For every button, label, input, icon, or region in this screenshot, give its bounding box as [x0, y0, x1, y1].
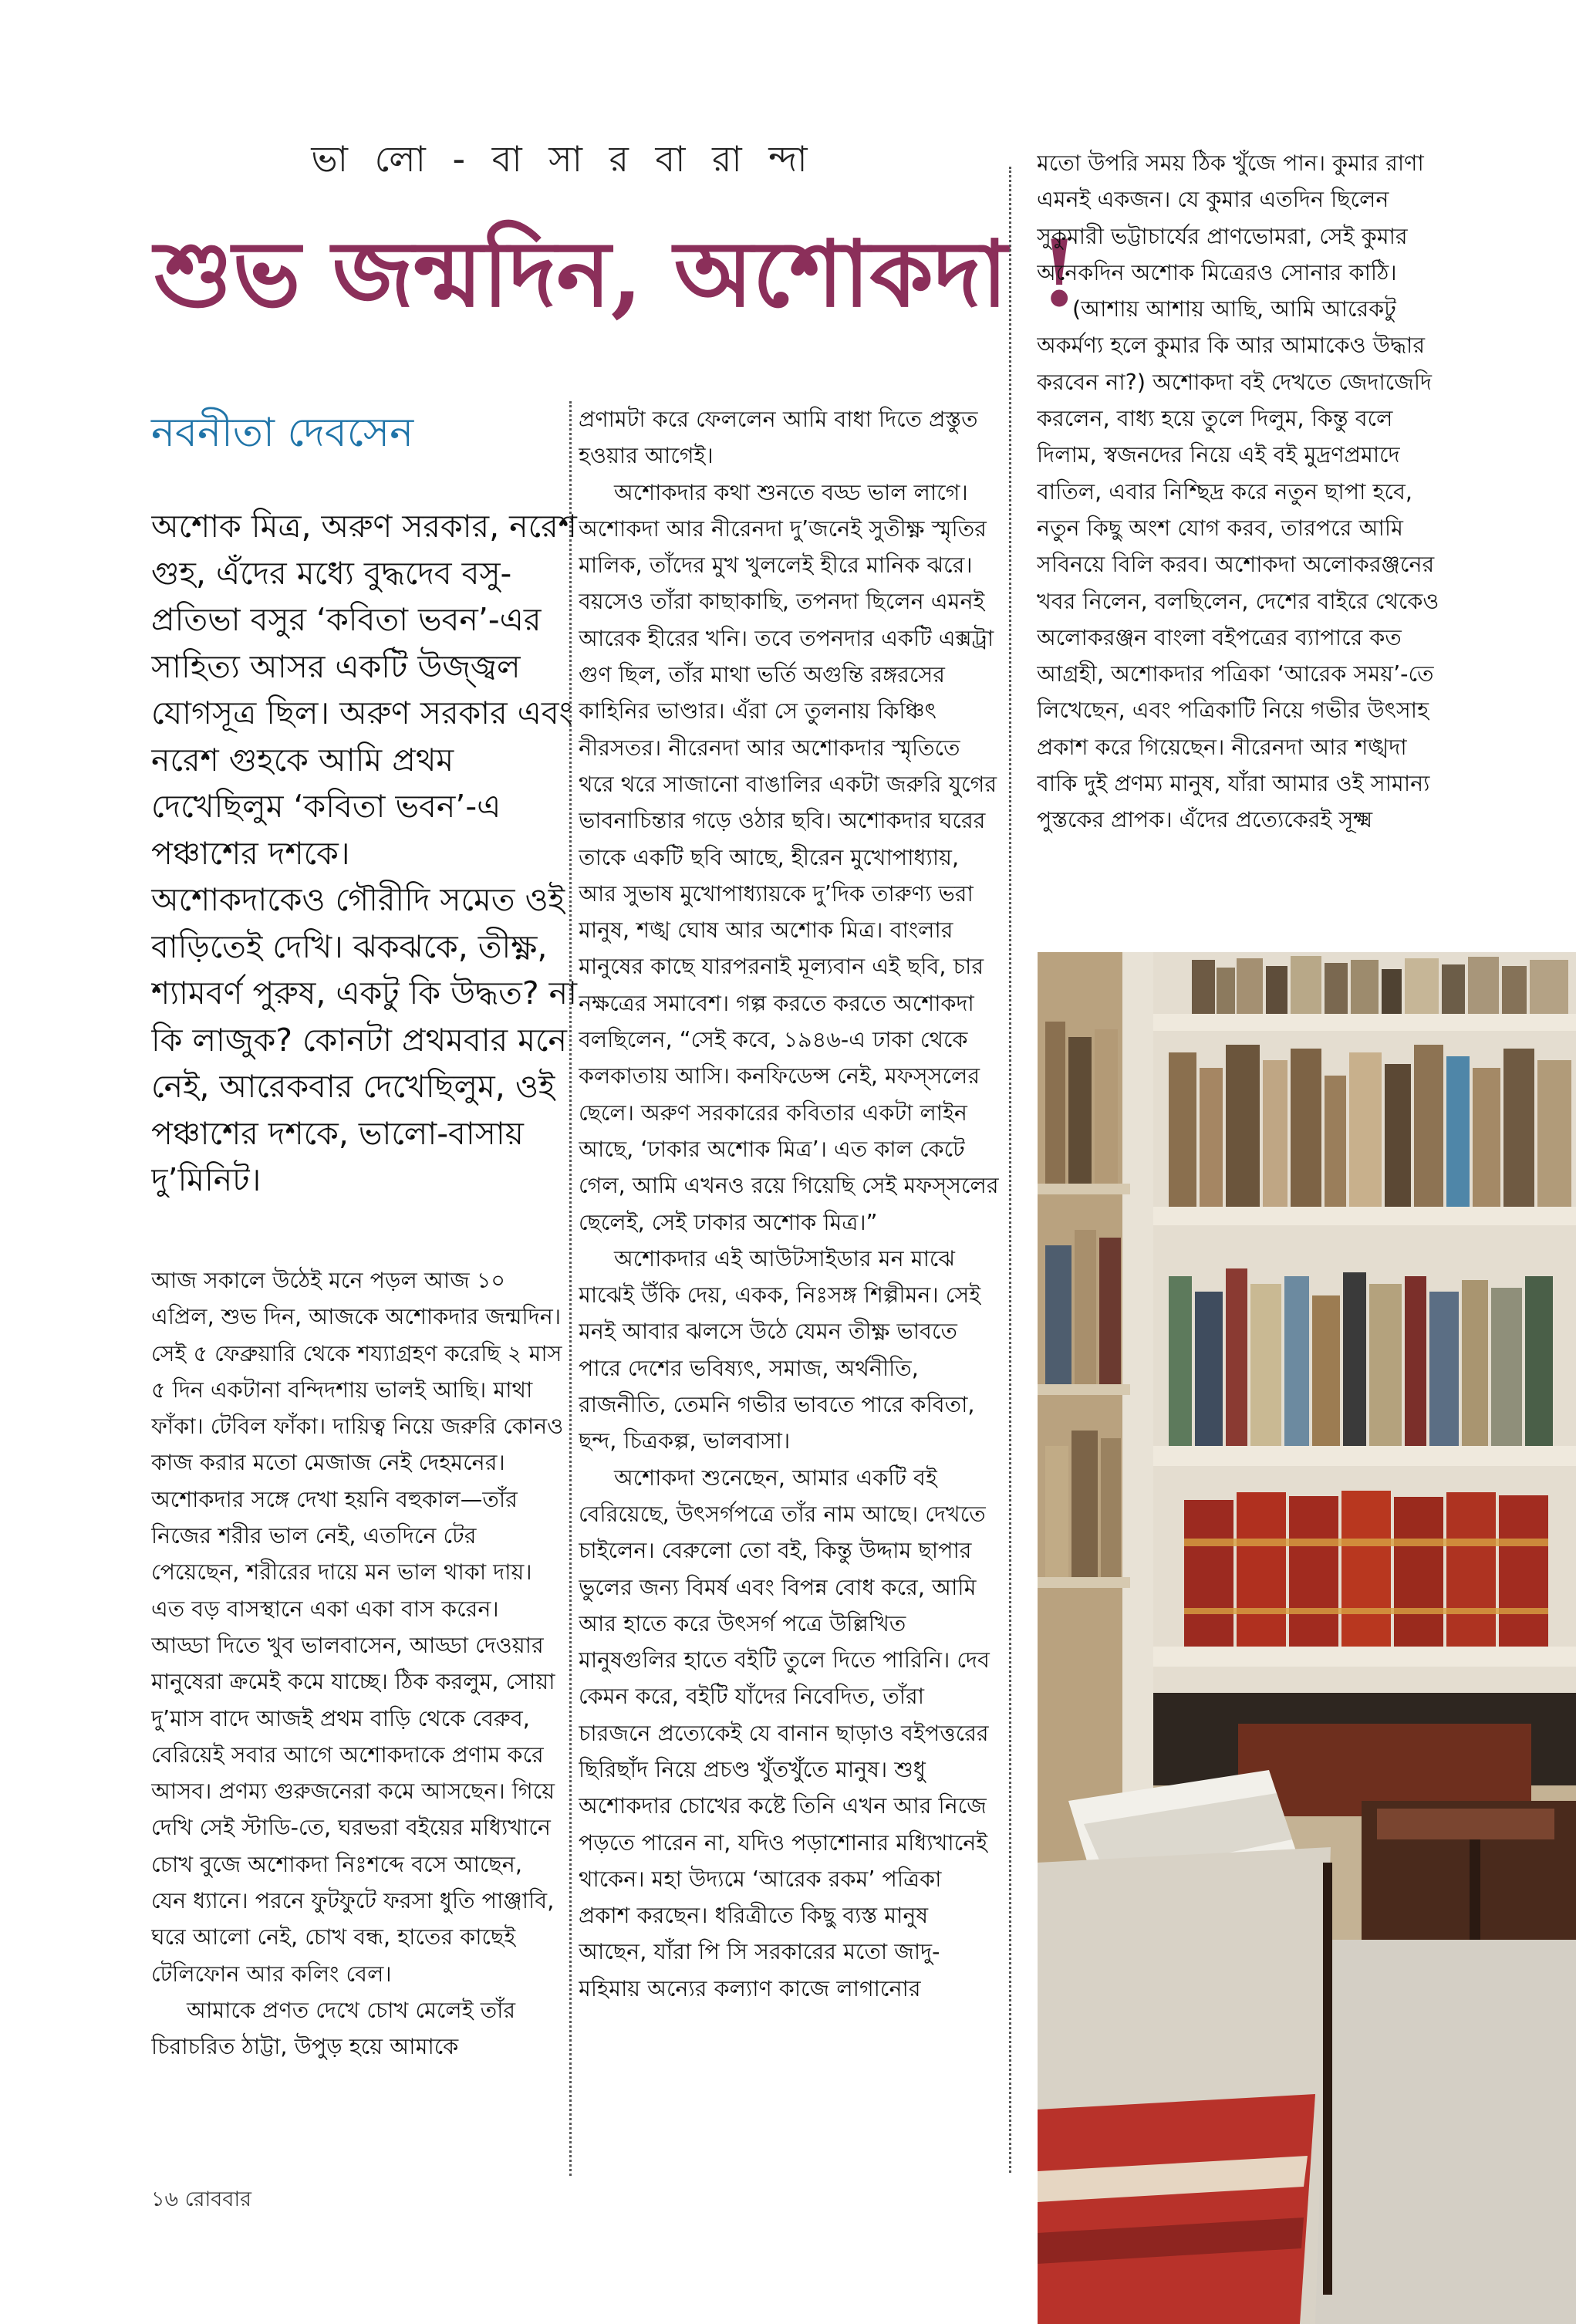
author-byline: নবনীতা দেবসেন	[151, 410, 414, 456]
intro-text	[151, 503, 583, 1197]
books-row-3	[1169, 1268, 1553, 1446]
books-row-4	[1184, 1491, 1548, 1647]
table-leg	[1323, 1863, 1332, 2295]
books-left-shelf	[1045, 1022, 1121, 1577]
intro-paragraph: অশোকদাকেও গৌরীদি সমেত ওই বাড়িতেই দেখি। ঝকঝকে, তীক্ষ্ণ, শ্যামবর্ণ পুরুষ, একটু কি উদ্ধত? না কি লাজুক? কোনটা প্রথমবার মনে নেই, আরেকবার দেখেছিলুম, ওই পঞ্চাশের দশকে, ভালো-বাসায় দু’মিনিট।	[151, 881, 578, 1197]
section-kicker: ভা লো - বা সা র বা রা ন্দা	[311, 138, 815, 180]
page-footer: ১৬ রোববার	[151, 2187, 252, 2211]
column-divider	[1009, 167, 1011, 2173]
intro-paragraph: অশোক মিত্র, অরুণ সরকার, নরেশ গুহ, এঁদের মধ্যে বুদ্ধদেব বসু-প্রতিভা বসুর ‘কবিতা ভবন’-এর সাহিত্য আসর একটি উজ্জ্বল যোগসূত্র ছিল। অরুণ সরকার এবং নরেশ গুহকে আমি প্রথম দেখেছিলুম ‘কবিতা ভবন’-এ পঞ্চাশের দশকে।	[151, 508, 577, 872]
column-paragraph: আজ সকালে উঠেই মনে পড়ল আজ ১০ এপ্রিল, শুভ দিন, আজকে অশোকদার জন্মদিন। সেই ৫ ফেব্রুয়ারি থেকে শয্যাগ্রহণ করেছি ২ মাস ৫ দিন একটানা বন্দিদশায় ভালই আছি। মাথা ফাঁকা। টেবিল ফাঁকা। দায়িত্ব নিয়ে জরুরি কোনও কাজ করার মতো মেজাজ নেই দেহমনের। অশোকদার সঙ্গে দেখা হয়নি বহুকাল—তাঁর নিজের শরীর ভাল নেই, এতদিনে টের পেয়েছেন, শরীরের দায়ে মন ভাল থাকা দায়। এত বড় বাসস্থানে একা একা বাস করেন। আড্ডা দিতে খুব ভালবাসেন, আড্ডা দেওয়ার মানুষেরা ক্রমেই কমে যাচ্ছে। ঠিক করলুম, সোয়া দু’মাস বাদে আজই প্রথম বাড়ি থেকে বেরুব, বেরিয়েই সবার আগে অশোকদাকে প্রণাম করে আসব। প্রণম্য গুরুজনেরা কমে আসছেন। গিয়ে দেখি সেই স্টাডি-তে, ঘরভরা বইয়ের মধ্যিখানে চোখ বুজে অশোকদা নিঃশব্দে বসে আছেন, যেন ধ্যানে। পরনে ফুটফুটে ফরসা ধুতি পাঞ্জাবি, ঘরে আলো নেই, চোখ বন্ধ, হাতের কাছেই টেলিফোন আর কলিং বেল।	[151, 1267, 564, 1987]
books-row-2	[1169, 1045, 1571, 1207]
page-title: শুভ জন্মদিন, অশোকদা !	[154, 220, 1080, 327]
article-column-1	[151, 1262, 564, 2134]
article-column-3	[1037, 145, 1453, 932]
column-paragraph: অশোকদা শুনেছেন, আমার একটি বই বেরিয়েছে, উৎসর্গপত্রে তাঁর নাম আছে। দেখতে চাইলেন। বেরুলো তো বই, কিন্তু উদ্দাম ছাপার ভুলের জন্য বিমর্ষ এবং বিপন্ন বোধ করে, আমি আর হাতে করে উৎসর্গ পত্রে উল্লিখিত মানুষগুলির হাতে বইটি তুলে দিতে পারিনি। দেব কেমন করে, বইটি যাঁদের নিবেদিত, তাঁরা চারজনে প্রত্যেকেই যে বানান ছাড়াও বইপত্তরের ছিরিছাঁদ নিয়ে প্রচণ্ড খুঁতখুঁতে মানুষ। শুধু অশোকদার চোখের কষ্টে তিনি এখন আর নিজে পড়তে পারেন না, যদিও পড়াশোনার মধ্যিখানেই থাকেন। মহা উদ্যমে ‘আরেক রকম’ পত্রিকা প্রকাশ করছেন। ধরিত্রীতে কিছু ব্যস্ত মানুষ আছেন, যাঁরা পি সি সরকারের মতো জাদু-মহিমায় অন্যের কল্যাণ কাজে লাগানোর	[579, 1464, 990, 2001]
column-paragraph: অশোকদার কথা শুনতে বড্ড ভাল লাগে। অশোকদা আর নীরেনদা দু’জনেই সুতীক্ষ্ণ স্মৃতির মালিক, তাঁদের মুখ খুললেই হীরে মানিক ঝরে। বয়সেও তাঁরা কাছাকাছি, তপনদা ছিলেন এমনই আরেক হীরের খনি। তবে তপনদার একটি এক্সট্রা গুণ ছিল, তাঁর মাথা ভর্তি অগুন্তি রঙ্গরসের কাহিনির ভাণ্ডার। এঁরা সে তুলনায় কিঞ্চিৎ নীরসতর। নীরেনদা আর অশোকদার স্মৃতিতে থরে থরে সাজানো বাঙালির একটা জরুরি যুগের ভাবনাচিন্তার গড়ে ওঠার ছবি। অশোকদার ঘরের তাকে একটি ছবি আছে, হীরেন মুখোপাধ্যায়, আর সুভাষ মুখোপাধ্যায়কে দু’দিক তারুণ্য ভরা মানুষ, শঙ্খ ঘোষ আর অশোক মিত্র। বাংলার মানুষের কাছে যারপরনাই মূল্যবান এই ছবি, চার নক্ষত্রের সমাবেশ। গল্প করতে করতে অশোকদা বলছিলেন, “সেই কবে, ১৯৪৬-এ ঢাকা থেকে কলকাতায় আসি। কনফিডেন্স নেই, মফস্সলের ছেলে। অরুণ সরকারের কবিতার একটা লাইন আছে, ‘ঢাকার অশোক মিত্র’। এত কাল কেটে গেল, আমি এখনও রয়ে গিয়েছি সেই মফস্সলের ছেলেই, সেই ঢাকার অশোক মিত্র।”	[579, 478, 999, 1235]
column-paragraph: আমাকে প্রণত দেখে চোখ মেলেই তাঁর চিরাচরিত ঠাট্টা, উপুড় হয়ে আমাকে	[151, 1996, 516, 2060]
column-paragraph: (আশায় আশায় আছি, আমি আরেকটু অকর্মণ্য হলে কুমার কি আর আমাকেও উদ্ধার করবেন না?) অশোকদা বই দেখতে জেদাজেদি করলেন, বাধ্য হয়ে তুলে দিলুম, কিন্তু বলে দিলাম, স্বজনদের নিয়ে এই বই মুদ্রণপ্রমাদে বাতিল, এবার নিশ্ছিদ্র করে নতুন ছাপা হবে, নতুন কিছু অংশ যোগ করব, তারপরে আমি সবিনয়ে বিলি করব। অশোকদা অলোকরঞ্জনের খবর নিলেন, বলছিলেন, দেশের বাইরে থেকেও অলোকরঞ্জন বাংলা বইপত্রের ব্যাপারে কত আগ্রহী, অশোকদার পত্রিকা ‘আরেক সময়’-তে লিখেছেন, এবং পত্রিকাটি নিয়ে গভীর উৎসাহ প্রকাশ করে গিয়েছেন। নীরেনদা আর শঙ্খদা বাকি দুই প্রণম্য মানুষ, যাঁরা আমার ওই সামান্য পুস্তকের প্রাপক। এঁদের প্রত্যেকেরই সূক্ষ্ম	[1037, 296, 1439, 833]
column-paragraph: প্রণামটা করে ফেললেন আমি বাধা দিতে প্রস্তুত হওয়ার আগেই।	[579, 406, 978, 469]
article-column-2	[579, 401, 999, 2168]
column-paragraph: অশোকদার এই আউটসাইডার মন মাঝে মাঝেই উঁকি দেয়, একক, নিঃসঙ্গ শিল্পীমন। সেই মনই আবার ঝলসে উঠে যেমন তীক্ষ্ণ ভাবতে পারে দেশের ভবিষ্যৎ, সমাজ, অর্থনীতি, রাজনীতি, তেমনি গভীর ভাবতে পারে কবিতা, ছন্দ, চিত্রকল্প, ভালবাসা।	[579, 1245, 981, 1454]
bookshelf-photo	[1038, 952, 1576, 2324]
column-divider	[569, 401, 572, 2176]
column-paragraph: মতো উপরি সময় ঠিক খুঁজে পান। কুমার রাণা এমনই একজন। যে কুমার এতদিন ছিলেন সুকুমারী ভট্টাচার্যের প্রাণভোমরা, সেই কুমার অনেকদিন অশোক মিত্রেরও সোনার কাঠি।	[1037, 150, 1424, 285]
